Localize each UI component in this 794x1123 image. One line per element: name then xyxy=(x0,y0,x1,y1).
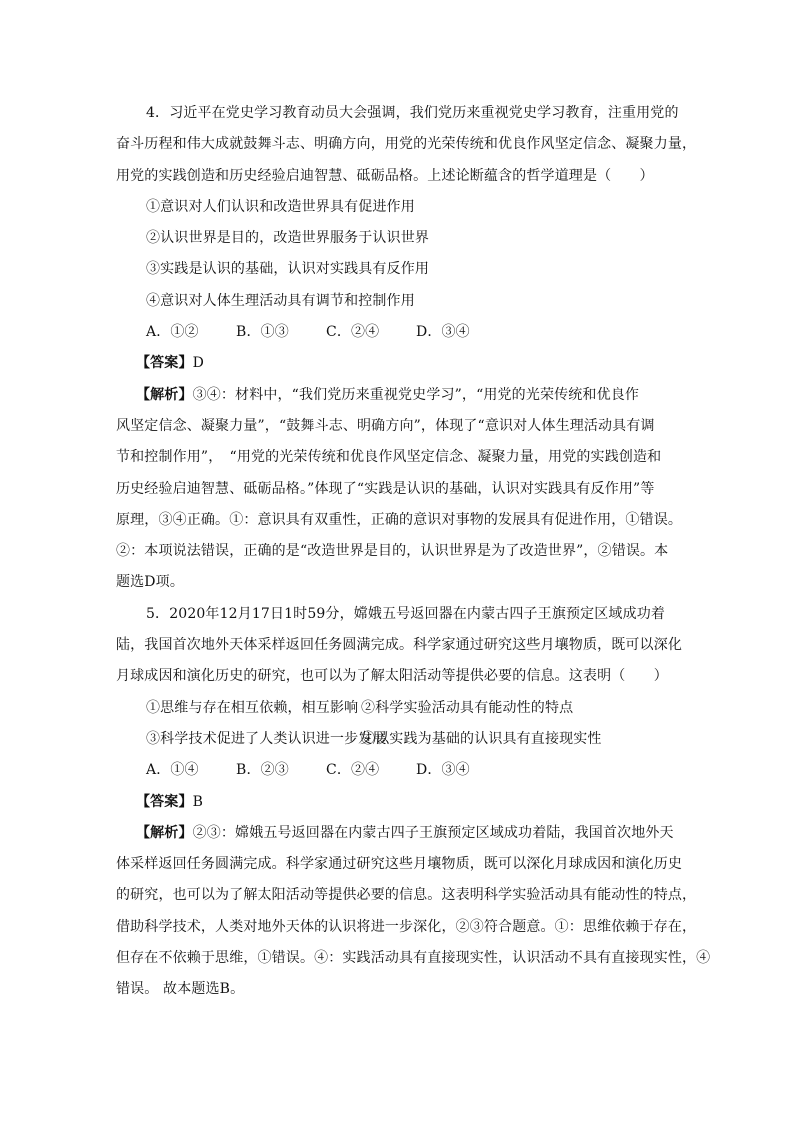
choice-a: A．①④ xyxy=(146,762,199,779)
analysis-text: ②③：嫦娥五号返回器在内蒙古四子王旗预定区域成功着陆，我国首次地外天 xyxy=(192,824,674,841)
choice-a: A．①② xyxy=(146,324,199,341)
question-4-stem-line-1: 4．习近平在党史学习教育动员大会强调，我们党历来重视党史学习教育，注重用党的 xyxy=(146,105,679,121)
question-4-analysis-line-6: ②：本项说法错误，正确的是“改造世界是目的，认识世界是为了改造世界”，②错误。本 xyxy=(116,543,669,560)
choice-c: C．②④ xyxy=(326,762,380,779)
choice-c: C．②④ xyxy=(326,324,380,341)
question-5-analysis-line-4: 借助科学技术，人类对地外天体的认识将进一步深化，②③符合题意。①：思维依赖于存在， xyxy=(116,918,697,935)
question-5-option-3: ③科学技术促进了人类认识进一步发展 xyxy=(146,730,387,747)
question-4-analysis-line-7: 题选D项。 xyxy=(116,574,184,591)
question-4-option-2: ②认识世界是目的，改造世界服务于认识世界 xyxy=(146,230,429,247)
question-5-analysis-line-6: 错误。 故本题选B。 xyxy=(116,981,245,998)
question-4-analysis-line-4: 历史经验启迪智慧、砥砺品格。”体现了“实践是认识的基础，认识对实践具有反作用”等 xyxy=(116,480,655,497)
question-4-stem-line-2: 奋斗历程和伟大成就鼓舞斗志、明确方向，用党的光荣传统和优良作风坚定信念、凝聚力量， xyxy=(116,136,697,153)
question-5-stem-line-1: 5．2020年12月17日1时59分，嫦娥五号返回器在内蒙古四子王旗预定区域成功着 xyxy=(146,605,666,622)
question-5-analysis-line-3: 的研究，也可以为了解太阳活动等提供必要的信息。这表明科学实验活动具有能动性的特点， xyxy=(116,887,697,904)
question-4-option-1: ①意识对人们认识和改造世界具有促进作用 xyxy=(146,198,415,215)
question-5-choices xyxy=(116,755,678,786)
answer-value: B xyxy=(192,793,204,810)
question-5-stem-line-2: 陆，我国首次地外天体采样返回任务圆满完成。科学家通过研究这些月壤物质，既可以深化 xyxy=(116,637,682,654)
choice-d: D．③④ xyxy=(416,324,470,341)
answer-label: 【答案】 xyxy=(136,793,193,810)
question-5-stem-line-3: 月球成因和演化历史的研究，也可以为了解太阳活动等提供必要的信息。这表明（ ） xyxy=(116,668,668,685)
question-5-analysis-line-2: 体采样返回任务圆满完成。科学家通过研究这些月壤物质，既可以深化月球成因和演化历史 xyxy=(116,856,682,873)
document-page xyxy=(116,98,711,1006)
question-5-analysis-line-5: 但存在不依赖于思维，①错误。④：实践活动具有直接现实性，认识活动不具有直接现实性，④ xyxy=(116,950,711,967)
question-4-analysis-line-5: 原理，③④正确。①：意识具有双重性，正确的意识对事物的发展具有促进作用，①错误。 xyxy=(116,511,682,528)
question-4-answer xyxy=(116,348,678,379)
question-4-analysis-line-3: 节和控制作用”， “用党的光荣传统和优良作风坚定信念、凝聚力量，用党的实践创造和 xyxy=(116,449,662,466)
choice-b: B．①③ xyxy=(236,324,289,341)
analysis-text: ③④：材料中，“我们党历来重视党史学习”，“用党的光荣传统和优良作 xyxy=(192,386,640,403)
question-4-choices xyxy=(116,317,678,348)
answer-label: 【答案】 xyxy=(136,355,193,372)
question-4-analysis-line-1 xyxy=(116,380,678,411)
analysis-label: 【解析】 xyxy=(136,824,193,841)
analysis-label: 【解析】 xyxy=(136,386,193,403)
question-4-analysis-line-2: 风坚定信念、凝聚力量”，“鼓舞斗志、明确方向”，体现了“意识对人体生理活动具有调 xyxy=(116,417,655,434)
question-5-option-2: ②科学实验活动具有能动性的特点 xyxy=(361,699,574,716)
question-4-option-4: ④意识对人体生理活动具有调节和控制作用 xyxy=(146,292,415,309)
choice-d: D．③④ xyxy=(416,762,470,779)
question-4-stem-line-3: 用党的实践创造和历史经验启迪智慧、砥砺品格。上述论断蕴含的哲学道理是（ ） xyxy=(116,167,654,184)
question-5-options-row-1 xyxy=(116,693,678,724)
question-5-option-4: ④以实践为基础的认识具有直接现实性 xyxy=(361,730,602,747)
question-4-option-3: ③实践是认识的基础，认识对实践具有反作用 xyxy=(146,261,429,278)
question-5-option-1: ①思维与存在相互依赖，相互影响 xyxy=(146,699,359,716)
question-5 xyxy=(116,599,711,1006)
question-5-answer xyxy=(116,787,678,818)
question-5-analysis-line-1 xyxy=(116,818,678,849)
question-4 xyxy=(116,98,697,599)
question-5-options-row-2 xyxy=(116,724,678,755)
answer-value: D xyxy=(192,355,204,372)
choice-b: B．②③ xyxy=(236,762,289,779)
